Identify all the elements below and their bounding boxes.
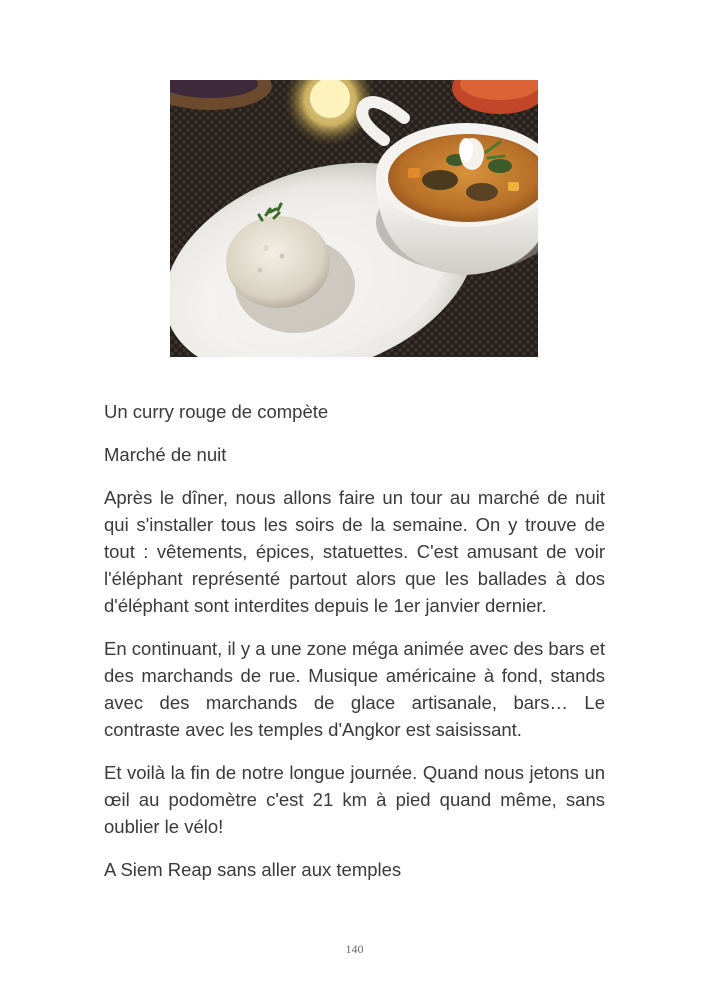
paragraph-lively-zone: En continuant, il y a une zone méga animée avec des bars et des marchands de rue. Musique américaine à fond, stands avec des marchands de glace artisanale, bars… Le contraste avec les temples d'Angkor est saisissant. (104, 638, 605, 740)
photo-caption: Un curry rouge de compète (104, 401, 329, 422)
paragraph-end-of-day: Et voilà la fin de notre longue journée. Quand nous jetons un œil au podomètre c'est 21 km à pied quand même, sans oublier le vélo! (104, 762, 605, 837)
paragraph-night-market: Après le dîner, nous allons faire un tour au marché de nuit qui s'installer tous les soirs de la semaine. On y trouve de tout : vêtements, épices, statuettes. C'est amusant de voir l'éléphant représenté partout alors que les ballades à dos d'éléphant sont interdites depuis le 1er janvier dernier. (104, 487, 605, 616)
page-number: 140 (345, 942, 364, 956)
section-heading-siem-reap: A Siem Reap sans aller aux temples (104, 859, 402, 880)
text-content (104, 398, 605, 899)
food-photo (170, 80, 538, 357)
curry-and-rice-illustration (170, 80, 538, 357)
section-heading-night-market: Marché de nuit (104, 444, 227, 465)
